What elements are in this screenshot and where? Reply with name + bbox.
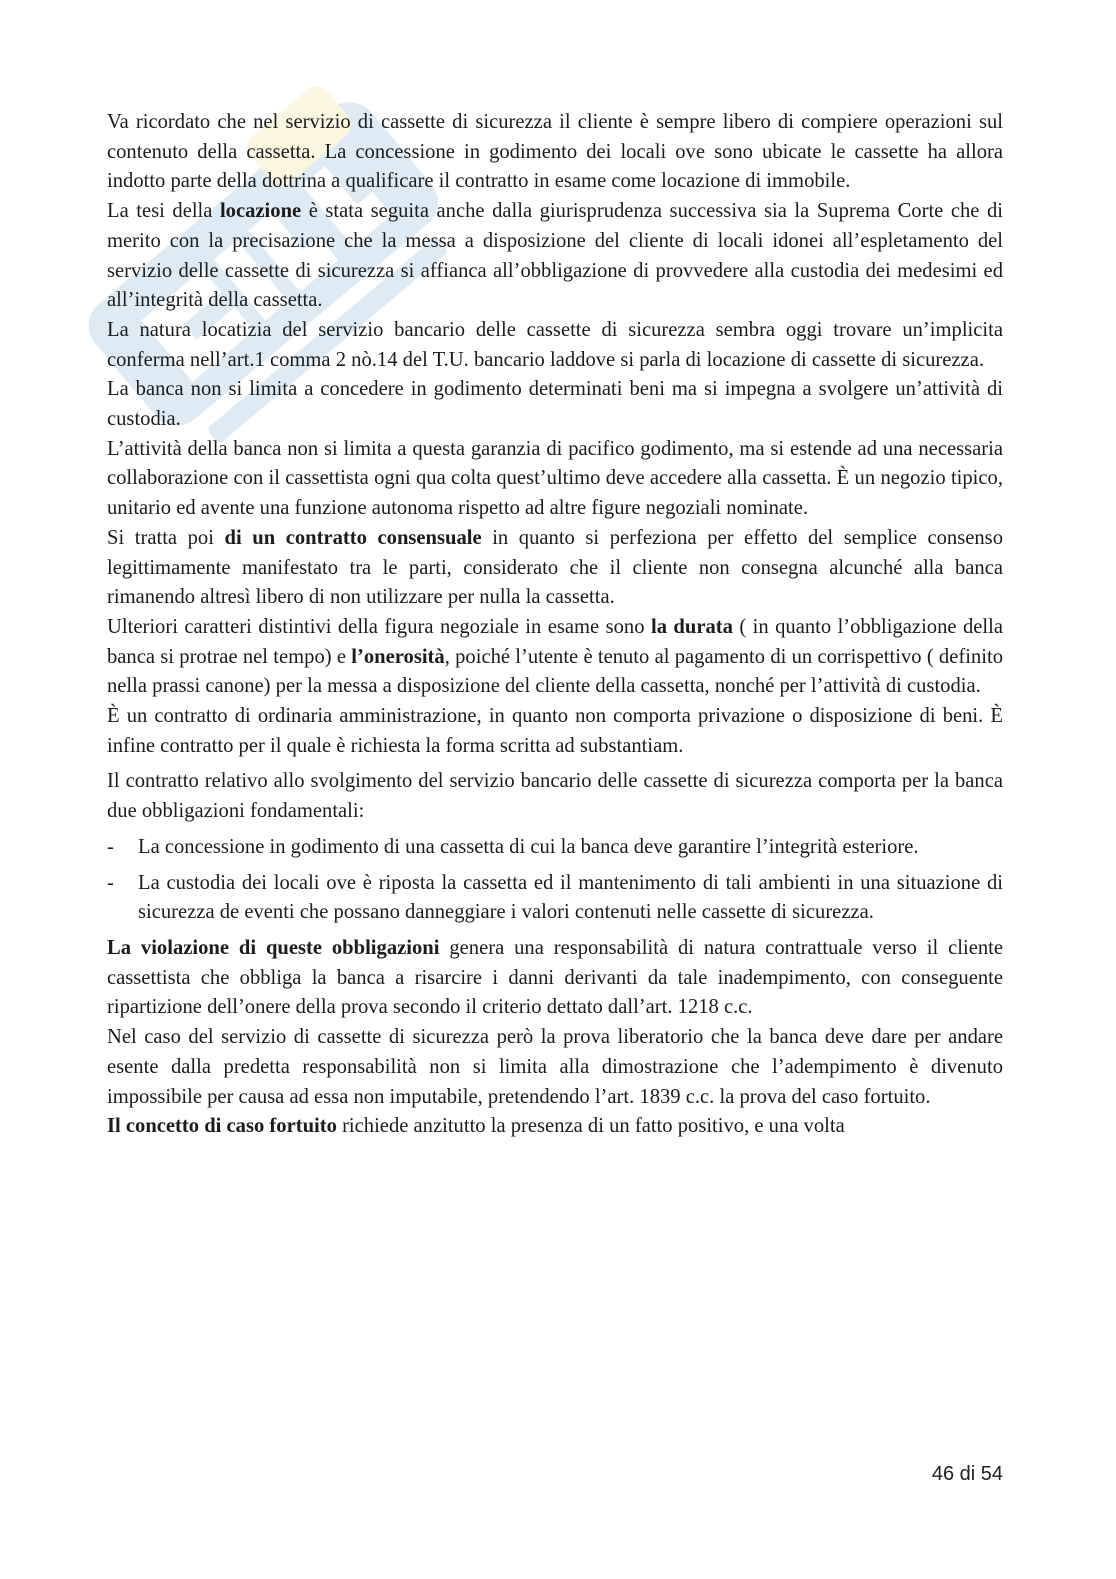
- paragraph-12: Il concetto di caso fortuito richiede anzitutto la presenza di un fatto positivo, e una volta: [107, 1115, 845, 1138]
- paragraph-1: Va ricordato che nel servizio di cassette di sicurezza il cliente è sempre libero di compiere operazioni sul contenuto della cassetta. La concessione in godimento dei locali ove sono ubicate le cassette ha allora indotto parte della dottrina a qualificare il contratto in esame come locazione di immobile.: [107, 111, 1003, 193]
- document-body: [107, 108, 1003, 1142]
- paragraph-9: Il contratto relativo allo svolgimento del servizio bancario delle cassette di sicurezza comporta per la banca due obbligazioni fondamentali:: [107, 770, 1003, 823]
- paragraph-7: Ulteriori caratteri distintivi della figura negoziale in esame sono la durata ( in quanto l’obbligazione della banca si protrae nel tempo) e l’onerosità, poiché l’utente è tenuto al pagamento di un corrispettivo ( definito nella prassi canone) per la messa a disposizione del cliente della cassetta, nonché per l’attività di custodia.: [107, 615, 1003, 698]
- paragraph-11: Nel caso del servizio di cassette di sicurezza però la prova liberatorio che la banca deve dare per andare esente dalla predetta responsabilità non si limita alla dimostrazione che l’adempimento è divenuto impossibile per causa ad essa non imputabile, pretendendo l’art. 1839 c.c. la prova del caso fortuito.: [107, 1026, 1003, 1108]
- list-dash: -: [107, 835, 114, 858]
- paragraph-6: Si tratta poi di un contratto consensuale in quanto si perfeziona per effetto del semplice consenso legittimamente manifestato tra le parti, considerato che il cliente non consegna alcunché alla banca rimanendo altresì libero di non utilizzare per nulla la cassetta.: [107, 526, 1003, 609]
- list-item: - La concessione in godimento di una cassetta di cui la banca deve garantire l’integrità esteriore.: [107, 833, 1003, 863]
- obligations-list: [107, 833, 1003, 928]
- paragraph-3: La natura locatizia del servizio bancario delle cassette di sicurezza sembra oggi trovare un’implicita conferma nell’art.1 comma 2 nò.14 del T.U. bancario laddove si parla di locazione di cassette di sicurezza.: [107, 318, 1003, 371]
- list-item: - La custodia dei locali ove è riposta la cassetta ed il mantenimento di tali ambienti in una situazione di sicurezza de eventi che possano danneggiare i valori contenuti nelle cassette di sicurezza.: [107, 869, 1003, 928]
- paragraph-4: La banca non si limita a concedere in godimento determinati beni ma si impegna a svolgere un’attività di custodia.: [107, 378, 1003, 431]
- page-number: 46 di 54: [931, 1463, 1003, 1485]
- paragraph-10: La violazione di queste obbligazioni genera una responsabilità di natura contrattuale verso il cliente cassettista che obbliga la banca a risarcire i danni derivanti da tale inadempimento, con conseguente ripartizione dell’onere della prova secondo il criterio dettato dall’art. 1218 c.c.: [107, 936, 1003, 1019]
- paragraph-2: La tesi della locazione è stata seguita anche dalla giurisprudenza successiva sia la Suprema Corte che di merito con la precisazione che la messa a disposizione del cliente di locali idonei all’espletamento del servizio delle cassette di sicurezza si affianca all’obbligazione di provvedere alla custodia dei medesimi ed all’integrità della cassetta.: [107, 200, 1003, 312]
- list-dash: -: [107, 871, 114, 894]
- paragraph-8: È un contratto di ordinaria amministrazione, in quanto non comporta privazione o disposizione di beni. È infine contratto per il quale è richiesta la forma scritta ad substantiam.: [107, 705, 1003, 757]
- paragraph-5: L’attività della banca non si limita a questa garanzia di pacifico godimento, ma si estende ad una necessaria collaborazione con il cassettista ogni qua colta quest’ultimo deve accedere alla cassetta. È un negozio tipico, unitario ed avente una funzione autonoma rispetto ad altre figure negoziali nominate.: [107, 437, 1003, 520]
